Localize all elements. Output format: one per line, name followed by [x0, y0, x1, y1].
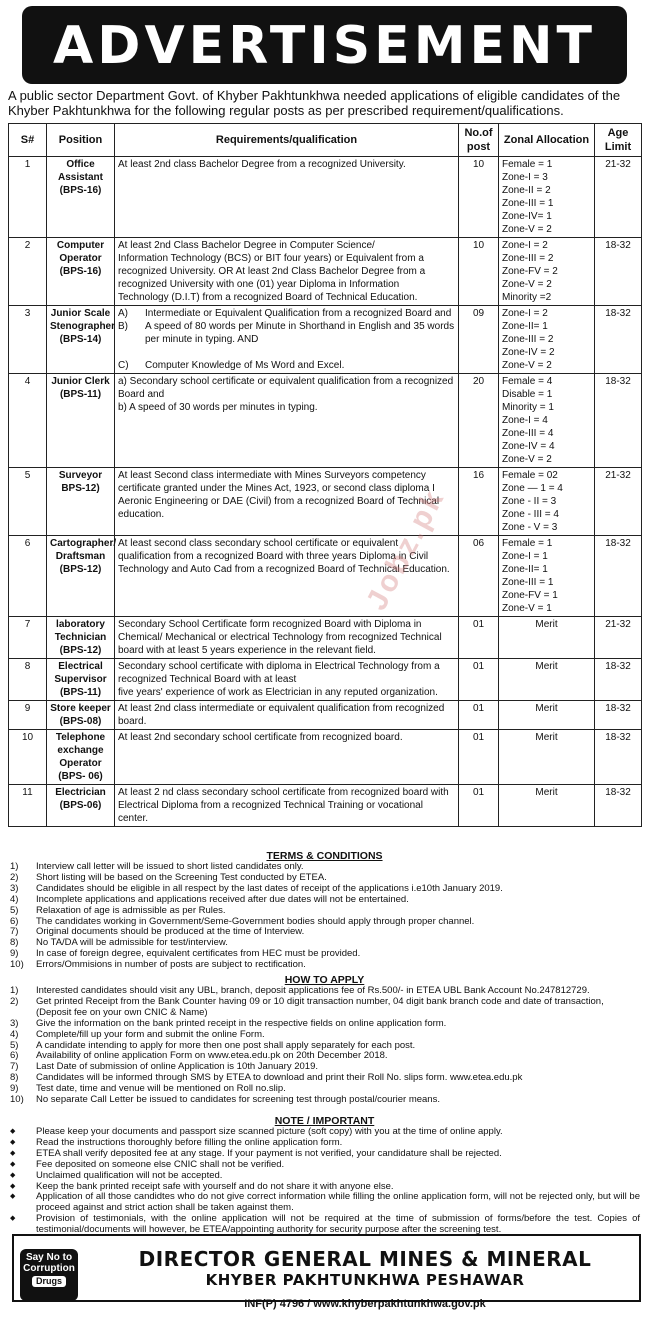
requirement-item [118, 359, 455, 372]
howto-item [10, 1019, 640, 1030]
requirement-line: Secondary school certificate with diploma in Electrical Technology from a [118, 661, 440, 672]
howto-item-text: Interested candidates should visit any UBL, branch, deposit applications fee of Rs.500/- in ETEA UBL Bank Account No.247812729. [36, 985, 590, 996]
intro-text: A public sector Department Govt. of Khyber Pakhtunkhwa needed applications of eligible candidates of the Khyber Pakhtunkhwa for the following regular posts as per prescribed requirement/qualifications. [8, 88, 621, 118]
position-line: Stenographer [50, 321, 116, 332]
position-line: laboratory [56, 619, 105, 630]
position-line: (BPS-12) [59, 645, 102, 656]
table-row [9, 238, 642, 306]
cell-age: 18-32 [595, 536, 642, 617]
terms-item-text: The candidates working in Government/Seme-Government bodies should apply through proper channel. [36, 915, 475, 927]
diamond-bullet-icon: ◆ [10, 1171, 16, 1179]
inf-reference: INF(P) 4796 / www.khyberpakhtunkhwa.gov.pk [244, 1298, 486, 1310]
note-item [10, 1214, 640, 1236]
zonal-line: Zone-III = 2 [502, 253, 554, 264]
cell-age: 18-32 [595, 785, 642, 827]
zonal-line: Zone-II= 1 [502, 564, 548, 575]
requirement-line: Technology (D.I.T) from a recognized Board of Technical Education. [118, 292, 418, 303]
terms-item-number: 5) [10, 904, 19, 916]
cell-posts: 01 [459, 701, 499, 730]
howto-item-number: 1) [10, 985, 19, 996]
position-line: Draftsman [55, 551, 106, 562]
note-text: Provision of testimonials, with the online application will not be required at the time of submission of forms/before the test. Copies of testimonial/documents will however, be ETEA/appointing authority for security purpose after the screening test. [36, 1213, 640, 1236]
zonal-line: Zone-IV = 4 [502, 441, 555, 452]
howto-item-number: 5) [10, 1039, 19, 1051]
position-line: (BPS-14) [59, 334, 102, 345]
position-line: (BPS-16) [59, 185, 102, 196]
terms-item [10, 895, 640, 906]
terms-item-text: Original documents should be produced at the time of Interview. [36, 926, 305, 938]
requirement-line: recognized University with one (01) year Diploma in Information [118, 279, 400, 290]
requirement-line: certificate granted under the Mines Act, 1923, or second class diploma I [118, 483, 435, 494]
howto-item-text: Complete/fill up your form and submit the online Form. [36, 1028, 265, 1040]
cell-age: 18-32 [595, 374, 642, 468]
requirement-line: Aeronic Engineering or DAE (Civil) from a recognized Board of Technical [118, 496, 440, 507]
cell-zonal [499, 701, 595, 730]
table-row [9, 730, 642, 785]
zonal-line: Merit [535, 787, 558, 798]
table-row [9, 536, 642, 617]
cell-zonal [499, 468, 595, 536]
requirement-line: At least second class secondary school certificate or equivalent [118, 538, 399, 549]
position-line: exchange [57, 745, 104, 756]
position-line: (BPS-08) [59, 716, 102, 727]
cell-age: 18-32 [595, 306, 642, 374]
note-text: Fee deposited on someone else CNIC shall not be verified. [36, 1158, 285, 1170]
director-location: KHYBER PAKHTUNKHWA PESHAWAR [205, 1271, 525, 1289]
header-age: Age Limit [595, 124, 642, 157]
howto-item-number: 7) [10, 1061, 19, 1073]
header-position: Position [47, 124, 115, 157]
advertisement-banner: ADVERTISEMENT [22, 6, 627, 84]
requirement-item [118, 307, 455, 320]
zonal-line: Zone-I = 4 [502, 415, 548, 426]
requirement-line: recognized University. OR At least 2nd Class Bachelor Degree from a [118, 266, 426, 277]
zonal-line: Zone - III = 4 [502, 509, 559, 520]
zonal-line: Zone-III = 1 [502, 577, 554, 588]
zonal-line: Female = 4 [502, 376, 553, 387]
cell-posts: 10 [459, 157, 499, 238]
note-item [10, 1192, 640, 1214]
zonal-line: Zone-FV = 1 [502, 590, 558, 601]
position-line: Computer [56, 240, 105, 251]
requirement-line: At least 2nd class Bachelor Degree from a recognized University. [118, 159, 406, 170]
cell-sn: 5 [9, 468, 47, 536]
requirement-letter [118, 346, 142, 359]
requirement-text: Intermediate or Equivalent Qualification from a recognized Board and [145, 308, 452, 319]
zonal-line: Merit [535, 703, 558, 714]
terms-title: TERMS & CONDITIONS [266, 850, 383, 862]
requirement-text: A speed of 80 words per Minute in Shorthand in English and 35 words per minute in typing. AND [145, 321, 455, 345]
position-line: Store keeper [50, 703, 111, 714]
position-line: Junior Scale [50, 308, 111, 319]
position-line: Electrical [58, 661, 103, 672]
requirement-line: At least 2nd secondary school certificate from recognized board. [118, 732, 403, 743]
cell-age: 18-32 [595, 659, 642, 701]
cell-requirements [115, 701, 459, 730]
zonal-line: Merit [535, 661, 558, 672]
terms-item-text: In case of foreign degree, equivalent certificates from HEC must be provided. [36, 948, 361, 960]
posts-table [8, 123, 642, 827]
requirement-letter: C) [118, 360, 129, 371]
cell-zonal [499, 238, 595, 306]
cell-zonal [499, 306, 595, 374]
cell-posts: 20 [459, 374, 499, 468]
note-text: Read the instructions thoroughly before filling the online application form. [36, 1136, 343, 1148]
cell-posts: 01 [459, 617, 499, 659]
requirement-line: board with at least 5 years experience in the relevant field. [118, 645, 376, 656]
say-no-line2: Corruption [23, 1263, 75, 1274]
requirement-line: Board and [118, 389, 165, 400]
zonal-line: Minority =2 [502, 292, 552, 303]
howto-item-number: 4) [10, 1028, 19, 1040]
zonal-line: Zone-I = 2 [502, 308, 548, 319]
cell-sn: 3 [9, 306, 47, 374]
cell-age: 18-32 [595, 238, 642, 306]
cell-age: 21-32 [595, 468, 642, 536]
cell-posts: 10 [459, 238, 499, 306]
note-text: Keep the bank printed receipt safe with yourself and do not share it with anyone else. [36, 1180, 394, 1192]
diamond-bullet-icon: ◆ [10, 1215, 16, 1223]
diamond-bullet-icon: ◆ [10, 1128, 16, 1135]
zonal-line: Zone - II = 3 [502, 496, 557, 507]
howto-item-text: A candidate intending to apply for more then one post shall apply separately for each post. [36, 1039, 416, 1051]
requirement-line: recognized Technical Board with at least [118, 674, 297, 685]
zonal-line: Zone-III = 2 [502, 334, 554, 345]
note-text: ETEA shall verify deposited fee at any stage. If your payment is not verified, your candidature shall be rejected. [36, 1147, 502, 1159]
cell-position [47, 374, 115, 468]
header-posts: No.of post [459, 124, 499, 157]
requirement-line: Information Technology (BCS) or BIT four years) or Equivalent from a [118, 253, 424, 264]
terms-item-number: 7) [10, 926, 19, 938]
cell-zonal [499, 536, 595, 617]
note-text: Application of all those candidtes who do not give correct information while filling the online application form, will not be rejected only, but will be proceed against and strict action shall be taken against them. [36, 1191, 640, 1214]
requirement-line: education. [118, 509, 165, 520]
say-no-line3: Drugs [32, 1276, 66, 1287]
cell-sn: 2 [9, 238, 47, 306]
howto-item-text: Test date, time and venue will be mentioned on Roll no.slip. [36, 1083, 286, 1095]
terms-item-text: Relaxation of age is admissible as per Rules. [36, 904, 226, 916]
requirement-line: At least 2 nd class secondary school certificate from recognized board with [118, 787, 449, 798]
zonal-line: Zone-II= 1 [502, 321, 548, 332]
requirement-line: five years' experience of work as Electrician in any reputed organization. [118, 687, 438, 698]
terms-item-number: 4) [10, 893, 19, 905]
note-item [10, 1160, 640, 1171]
cell-requirements [115, 659, 459, 701]
zonal-line: Zone-I = 2 [502, 240, 548, 251]
cell-posts: 09 [459, 306, 499, 374]
howto-item-number: 9) [10, 1083, 19, 1095]
diamond-bullet-icon: ◆ [10, 1149, 16, 1157]
cell-sn: 1 [9, 157, 47, 238]
cell-age: 18-32 [595, 701, 642, 730]
cell-posts: 01 [459, 659, 499, 701]
requirement-letter: A) [118, 308, 128, 319]
notes-list [10, 1127, 640, 1236]
notes-title: NOTE / IMPORTANT [274, 1115, 375, 1127]
cell-requirements [115, 785, 459, 827]
terms-item [10, 960, 640, 971]
terms-item-text: Short listing will be based on the Screening Test conducted by ETEA. [36, 871, 327, 883]
terms-list [10, 862, 640, 971]
terms-item-text: No TA/DA will be admissible for test/interview. [36, 937, 228, 949]
position-line: Junior Clerk [51, 376, 110, 387]
header-requirements: Requirements/qualification [115, 124, 459, 157]
position-line: (BPS-16) [59, 266, 102, 277]
note-text: Unclaimed qualification will not be accepted. [36, 1169, 223, 1181]
terms-item-number: 1) [10, 861, 19, 872]
howto-item-text: Get printed Receipt from the Bank Counter having 09 or 10 digit transaction number, 04 digit bank branch code and date of transaction, (Deposit fee on your own CNIC & Name) [36, 995, 604, 1018]
howto-item-text: No separate Call Letter be issued to candidates for screening test through postal/courier means. [36, 1094, 440, 1106]
position-line: Operator (BPS- 06) [58, 758, 103, 782]
cell-sn: 8 [9, 659, 47, 701]
cell-position [47, 238, 115, 306]
requirement-line: a) Secondary school certificate or equivalent qualification from a recognized [118, 376, 454, 387]
cell-sn: 7 [9, 617, 47, 659]
cell-zonal [499, 157, 595, 238]
terms-item-text: Errors/Ommisions in number of posts are subject to rectification. [36, 959, 306, 971]
terms-item-text: Interview call letter will be issued to short listed candidates only. [36, 861, 304, 872]
diamond-bullet-icon: ◆ [10, 1193, 16, 1201]
howto-item-number: 3) [10, 1017, 19, 1029]
requirement-line: qualification from a recognized Board with three years Diploma in Civil [118, 551, 429, 562]
header-sn: S# [9, 124, 47, 157]
cell-posts: 06 [459, 536, 499, 617]
zonal-line: Zone - V = 3 [502, 522, 558, 533]
diamond-bullet-icon: ◆ [10, 1160, 16, 1168]
position-line: Office [66, 159, 95, 170]
diamond-bullet-icon: ◆ [10, 1182, 16, 1190]
cell-sn: 9 [9, 701, 47, 730]
cell-sn: 10 [9, 730, 47, 785]
howto-item [10, 997, 640, 1019]
table-row [9, 785, 642, 827]
cell-requirements [115, 730, 459, 785]
say-no-logo [20, 1249, 78, 1301]
posts-table-body [9, 157, 642, 827]
zonal-line: Zone — 1 = 4 [502, 483, 563, 494]
zonal-line: Zone-I = 3 [502, 172, 548, 183]
zonal-line: Female = 1 [502, 538, 553, 549]
position-line: (BPS-11) [59, 687, 102, 698]
table-row [9, 659, 642, 701]
zonal-line: Zone-V = 2 [502, 279, 552, 290]
table-row [9, 374, 642, 468]
terms-item-number: 3) [10, 882, 19, 894]
cell-position [47, 785, 115, 827]
cell-position [47, 536, 115, 617]
howto-item-number: 2) [10, 995, 19, 1007]
cell-age: 21-32 [595, 157, 642, 238]
cell-posts: 16 [459, 468, 499, 536]
zonal-line: Zone-V = 2 [502, 454, 552, 465]
cell-sn: 6 [9, 536, 47, 617]
cell-position [47, 306, 115, 374]
requirement-item [118, 320, 455, 346]
zonal-line: Zone-III = 1 [502, 198, 554, 209]
diamond-bullet-icon: ◆ [10, 1138, 16, 1146]
note-text: Please keep your documents and passport size scanned picture (soft copy) with you at the time of online apply. [36, 1126, 503, 1137]
cell-age: 18-32 [595, 730, 642, 785]
zonal-line: Female = 02 [502, 470, 558, 481]
director-title: DIRECTOR GENERAL MINES & MINERAL [138, 1247, 592, 1271]
requirement-text: Computer Knowledge of Ms Word and Excel. [145, 360, 345, 371]
terms-item-number: 9) [10, 948, 19, 960]
howto-item-text: Last Date of submission of online Application is 10th January 2019. [36, 1061, 319, 1073]
table-header-row [9, 124, 642, 157]
howto-title: HOW TO APPLY [284, 974, 365, 986]
howto-item-number: 6) [10, 1050, 19, 1062]
terms-item-text: Incomplete applications and applications received after due dates will not be entertained. [36, 893, 409, 905]
position-line: Cartographer/ [50, 538, 117, 549]
zonal-line: Zone-V = 2 [502, 360, 552, 371]
howto-item-text: Candidates will be informed through SMS by ETEA to download and print their Roll No. slips form. www.etea.edu.pk [36, 1072, 523, 1084]
cell-zonal [499, 785, 595, 827]
requirement-line: At least Second class intermediate with Mines Surveyors competency [118, 470, 426, 481]
say-no-line1: Say No to [25, 1252, 73, 1263]
zonal-line: Merit [535, 619, 558, 630]
howto-list [10, 986, 640, 1106]
cell-position [47, 730, 115, 785]
howto-item-text: Availability of online application Form on www.etea.edu.pk on 20th December 2018. [36, 1050, 388, 1062]
cell-requirements [115, 157, 459, 238]
requirement-text [142, 346, 455, 359]
requirement-line: Chemical/ Mechanical or electrical Technology from recognized Technical [118, 632, 442, 643]
terms-item-number: 8) [10, 937, 19, 949]
howto-item-number: 10) [10, 1094, 24, 1106]
position-line: Technician [54, 632, 107, 643]
cell-zonal [499, 617, 595, 659]
table-row [9, 617, 642, 659]
zonal-line: Disable = 1 [502, 389, 553, 400]
cell-position [47, 617, 115, 659]
requirement-line: board. [118, 716, 147, 727]
cell-zonal [499, 730, 595, 785]
zonal-line: Zone-V = 2 [502, 224, 552, 235]
cell-sn: 4 [9, 374, 47, 468]
terms-item-number: 10) [10, 959, 24, 971]
position-line: BPS-12) [61, 483, 100, 494]
position-line: Supervisor [54, 674, 107, 685]
zonal-line: Zone-FV = 2 [502, 266, 558, 277]
cell-position [47, 701, 115, 730]
howto-item [10, 1095, 640, 1106]
cell-requirements [115, 306, 459, 374]
requirement-line: At least 2nd class intermediate or equivalent qualification from recognized [118, 703, 445, 714]
position-line: Telephone [55, 732, 106, 743]
zonal-line: Merit [535, 732, 558, 743]
requirement-line: Secondary School Certificate form recognized Board with Diploma in [118, 619, 422, 630]
cell-zonal [499, 659, 595, 701]
zonal-line: Zone-IV = 2 [502, 347, 555, 358]
position-line: Surveyor [58, 470, 103, 481]
zonal-line: Zone-III = 4 [502, 428, 554, 439]
terms-item [10, 906, 640, 917]
terms-item-number: 6) [10, 915, 19, 927]
terms-item-number: 2) [10, 871, 19, 883]
cell-position [47, 659, 115, 701]
cell-posts: 01 [459, 785, 499, 827]
requirement-line: Electrical Diploma from a recognized Technical Training or vocational center. [118, 800, 423, 824]
cell-requirements [115, 238, 459, 306]
zonal-line: Female = 1 [502, 159, 553, 170]
zonal-line: Zone-I = 1 [502, 551, 548, 562]
howto-item-number: 8) [10, 1072, 19, 1084]
table-row [9, 157, 642, 238]
requirement-item [118, 346, 455, 359]
table-row [9, 306, 642, 374]
cell-age: 21-32 [595, 617, 642, 659]
requirement-line: At least 2nd Class Bachelor Degree in Computer Science/ [118, 240, 375, 251]
table-row [9, 468, 642, 536]
zonal-line: Zone-IV= 1 [502, 211, 552, 222]
position-line: Operator [59, 253, 102, 264]
zonal-line: Zone-V = 1 [502, 603, 552, 614]
cell-posts: 01 [459, 730, 499, 785]
requirement-line: b) A speed of 30 words per minutes in typing. [118, 402, 318, 413]
header-zonal: Zonal Allocation [499, 124, 595, 157]
cell-position [47, 157, 115, 238]
watermark: Jobz.pk [360, 482, 452, 616]
requirement-line: Technology and Auto Cad from a recognized Board of Technical Education. [118, 564, 450, 575]
zonal-line: Minority = 1 [502, 402, 554, 413]
zonal-line: Zone-II = 2 [502, 185, 551, 196]
position-line: (BPS-11) [59, 389, 102, 400]
position-line: (BPS-06) [59, 800, 102, 811]
howto-item-text: Give the information on the bank printed receipt in the respective fields on online application form. [36, 1017, 447, 1029]
howto-item [10, 1030, 640, 1041]
requirement-letter: B) [118, 321, 128, 332]
position-line: Assistant [57, 172, 103, 183]
position-line: (BPS-12) [59, 564, 102, 575]
table-row [9, 701, 642, 730]
cell-zonal [499, 374, 595, 468]
cell-requirements [115, 374, 459, 468]
terms-item-text: Candidates should be eligible in all respect by the last dates of receipt of the applications i.e10th January 2019. [36, 882, 503, 894]
cell-position [47, 468, 115, 536]
position-line: Electrician [55, 787, 106, 798]
note-item [10, 1171, 640, 1182]
cell-requirements [115, 617, 459, 659]
cell-sn: 11 [9, 785, 47, 827]
